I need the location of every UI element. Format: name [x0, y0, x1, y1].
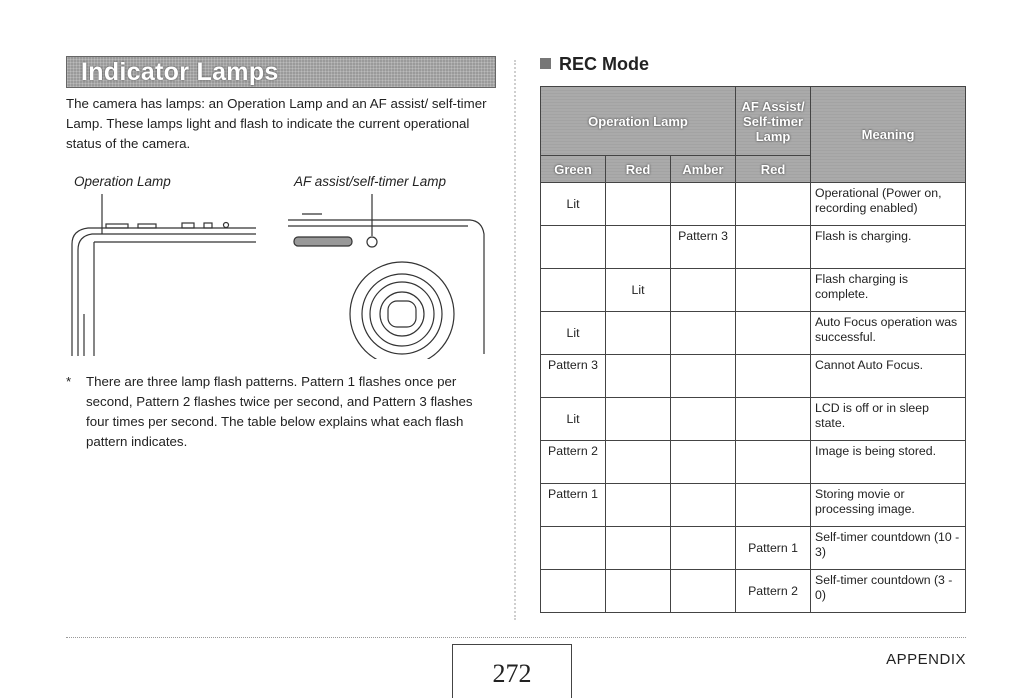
cell-amber [671, 355, 736, 398]
cell-green [541, 226, 606, 269]
cell-red: Lit [606, 269, 671, 312]
cell-amber [671, 312, 736, 355]
header-red: Red [606, 156, 671, 183]
cell-af [736, 226, 811, 269]
cell-amber [671, 183, 736, 226]
cell-amber [671, 398, 736, 441]
cell-red [606, 484, 671, 527]
header-af-red: Red [736, 156, 811, 183]
cell-red [606, 183, 671, 226]
footer-rule [66, 637, 966, 638]
cell-amber [671, 570, 736, 613]
cell-meaning: Image is being stored. [811, 441, 966, 484]
rec-mode-heading [540, 54, 649, 75]
cell-green: Pattern 1 [541, 484, 606, 527]
cell-af [736, 398, 811, 441]
cell-green [541, 570, 606, 613]
cell-meaning: Operational (Power on, recording enabled) [811, 183, 966, 226]
cell-red [606, 570, 671, 613]
lamp-table [540, 86, 966, 613]
column-divider [514, 60, 516, 620]
section-banner [66, 56, 496, 88]
table-row [541, 312, 966, 355]
left-column [66, 56, 496, 449]
cell-green [541, 527, 606, 570]
cell-green: Lit [541, 398, 606, 441]
cell-meaning: Self-timer countdown (3 - 0) [811, 570, 966, 613]
header-green: Green [541, 156, 606, 183]
cell-amber [671, 441, 736, 484]
table-row [541, 441, 966, 484]
cell-green [541, 269, 606, 312]
note-asterisk: * [66, 374, 72, 389]
rec-mode-title: REC Mode [559, 54, 649, 74]
header-af-lamp: AF Assist/ Self-timer Lamp [736, 87, 811, 156]
caption-operation-lamp: Operation Lamp [74, 174, 171, 189]
cell-green: Pattern 3 [541, 355, 606, 398]
cell-meaning: Flash is charging. [811, 226, 966, 269]
table-row [541, 398, 966, 441]
header-meaning: Meaning [811, 87, 966, 183]
cell-amber: Pattern 3 [671, 226, 736, 269]
cell-af [736, 269, 811, 312]
cell-af [736, 355, 811, 398]
cell-af [736, 484, 811, 527]
cell-meaning: LCD is off or in sleep state. [811, 398, 966, 441]
cell-red [606, 312, 671, 355]
header-operation-lamp: Operation Lamp [541, 87, 736, 156]
cell-amber [671, 484, 736, 527]
cell-af: Pattern 1 [736, 527, 811, 570]
cell-meaning: Cannot Auto Focus. [811, 355, 966, 398]
cell-meaning: Flash charging is complete. [811, 269, 966, 312]
cell-meaning: Self-timer countdown (10 - 3) [811, 527, 966, 570]
cell-amber [671, 269, 736, 312]
cell-red [606, 527, 671, 570]
table-row [541, 269, 966, 312]
cell-green: Lit [541, 183, 606, 226]
cell-red [606, 355, 671, 398]
caption-af-lamp: AF assist/self-timer Lamp [294, 174, 447, 189]
table-row [541, 570, 966, 613]
intro-paragraph: The camera has lamps: an Operation Lamp and an AF assist/ self-timer Lamp. These lamps light and flash to indicate the current operational status of the camera. [66, 96, 487, 151]
page-title: Indicator Lamps [81, 58, 279, 86]
cell-af [736, 183, 811, 226]
cell-red [606, 441, 671, 484]
page-number-box [452, 644, 572, 698]
header-amber: Amber [671, 156, 736, 183]
page-number: 272 [492, 659, 532, 688]
table-row [541, 527, 966, 570]
table-row [541, 355, 966, 398]
cell-af [736, 312, 811, 355]
note-text: There are three lamp flash patterns. Pattern 1 flashes once per second, Pattern 2 flashes twice per second, and Pattern 3 flashes four times per second. The table below explains what each flash pattern indicates. [86, 374, 473, 449]
square-bullet-icon [540, 58, 551, 69]
cell-af: Pattern 2 [736, 570, 811, 613]
camera-illustration [66, 194, 496, 359]
cell-green: Lit [541, 312, 606, 355]
cell-meaning: Auto Focus operation was successful. [811, 312, 966, 355]
cell-amber [671, 527, 736, 570]
cell-af [736, 441, 811, 484]
table-row [541, 484, 966, 527]
table-row [541, 183, 966, 226]
cell-red [606, 226, 671, 269]
cell-meaning: Storing movie or processing image. [811, 484, 966, 527]
cell-red [606, 398, 671, 441]
footer-section-label: APPENDIX [886, 651, 966, 668]
flash-pattern-note [66, 372, 496, 452]
table-row [541, 226, 966, 269]
cell-green: Pattern 2 [541, 441, 606, 484]
